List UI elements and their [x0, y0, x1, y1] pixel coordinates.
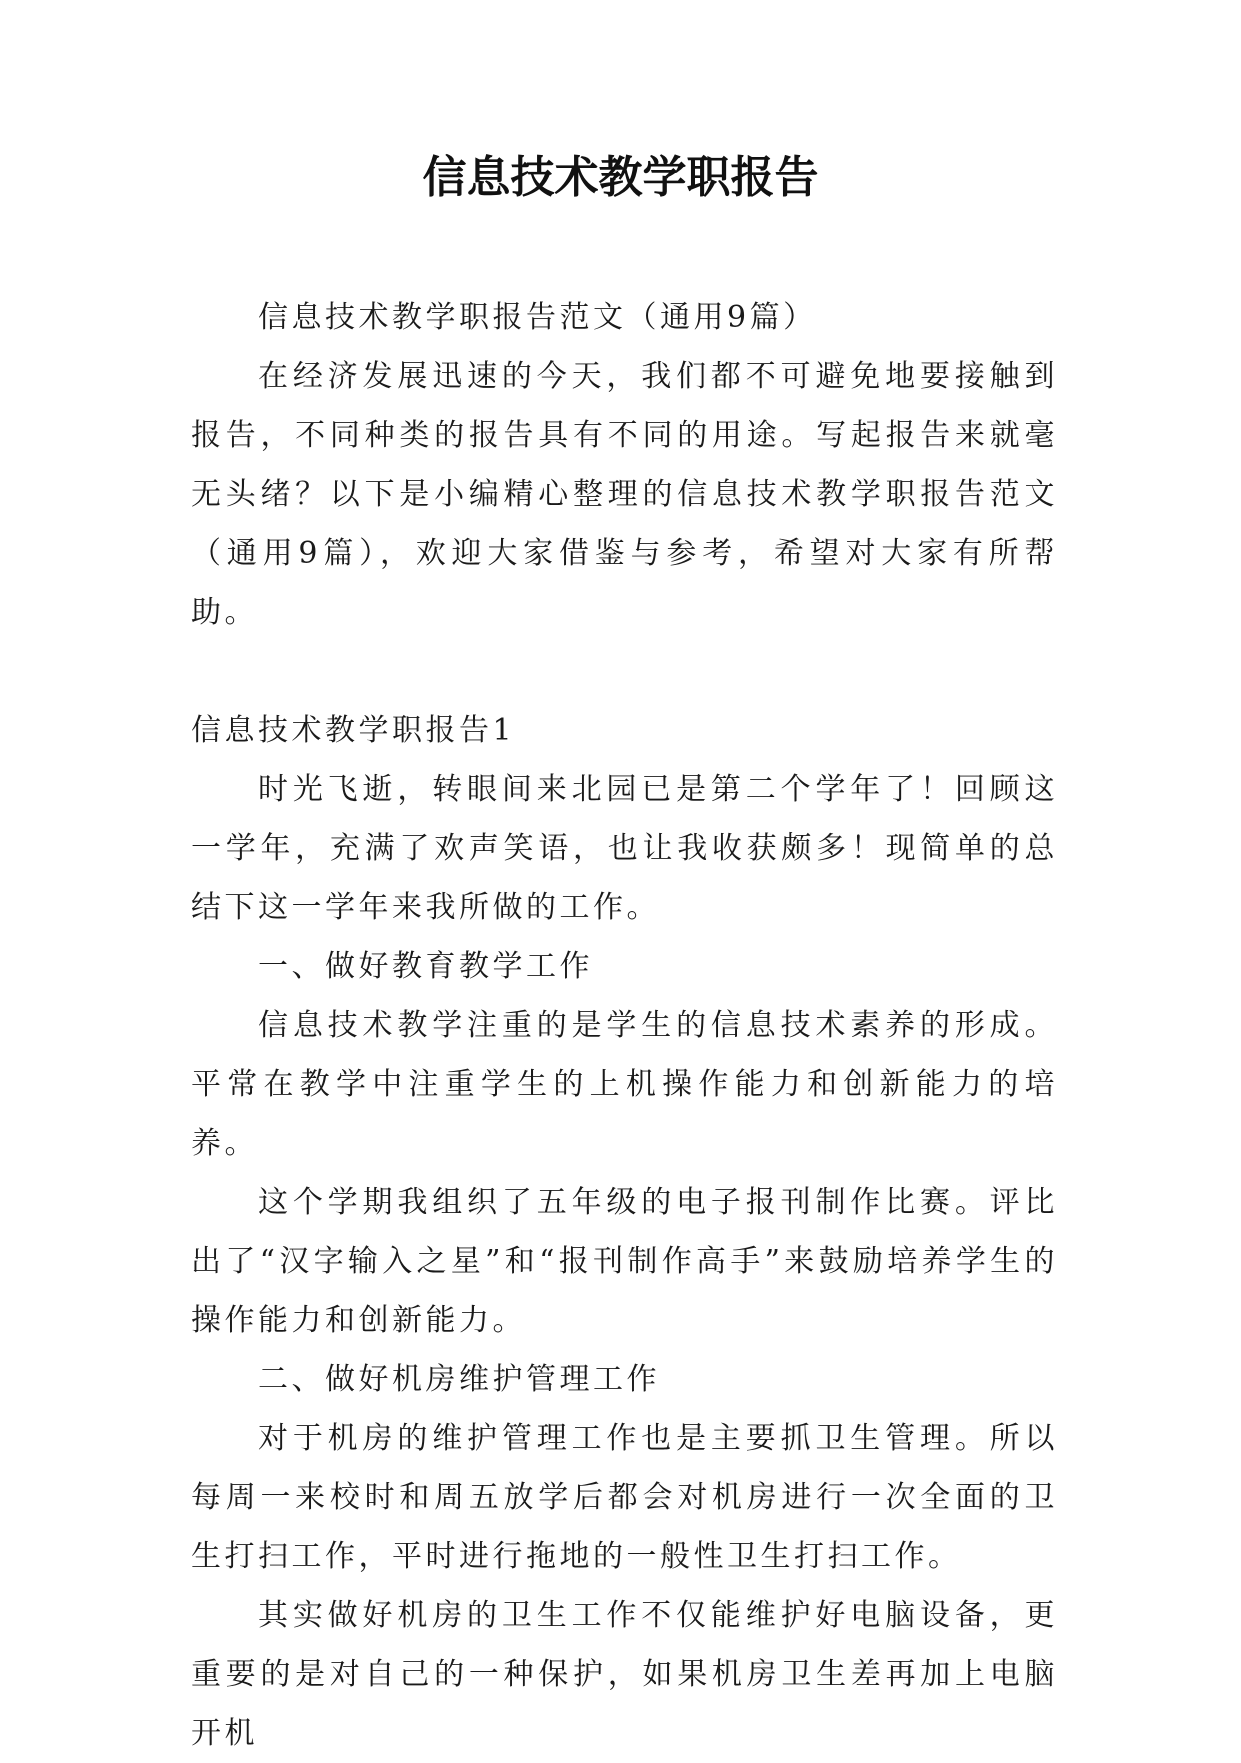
subsection-heading: 一、做好教育教学工作	[258, 949, 593, 984]
document-title: 信息技术教学职报告	[422, 152, 819, 203]
document-body	[191, 288, 1058, 1763]
body-paragraph: 信息技术教学注重的是学生的信息技术素养的形成。平常在教学中注重学生的上机操作能力和创新能力的培养。	[191, 1008, 1058, 1161]
body-paragraph: 其实做好机房的卫生工作不仅能维护好电脑设备，更重要的是对自己的一种保护，如果机房卫生差再加上电脑开机	[191, 1598, 1058, 1751]
body-paragraph: 对于机房的维护管理工作也是主要抓卫生管理。所以每周一来校时和周五放学后都会对机房进行一次全面的卫生打扫工作，平时进行拖地的一般性卫生打扫工作。	[191, 1421, 1058, 1574]
subtitle-paragraph: 信息技术教学职报告范文（通用9篇）	[258, 300, 817, 335]
body-paragraph: 时光飞逝，转眼间来北园已是第二个学年了！回顾这一学年，充满了欢声笑语，也让我收获颇多！现简单的总结下这一学年来我所做的工作。	[191, 772, 1058, 925]
body-paragraph: 这个学期我组织了五年级的电子报刊制作比赛。评比出了“汉字输入之星”和“报刊制作高手”来鼓励培养学生的操作能力和创新能力。	[191, 1185, 1058, 1338]
section-heading: 信息技术教学职报告1	[191, 713, 516, 748]
subsection-heading: 二、做好机房维护管理工作	[258, 1362, 660, 1397]
intro-paragraph: 在经济发展迅速的今天，我们都不可避免地要接触到报告，不同种类的报告具有不同的用途。写起报告来就毫无头绪？以下是小编精心整理的信息技术教学职报告范文（通用9篇），欢迎大家借鉴与参考，希望对大家有所帮助。	[191, 359, 1058, 630]
